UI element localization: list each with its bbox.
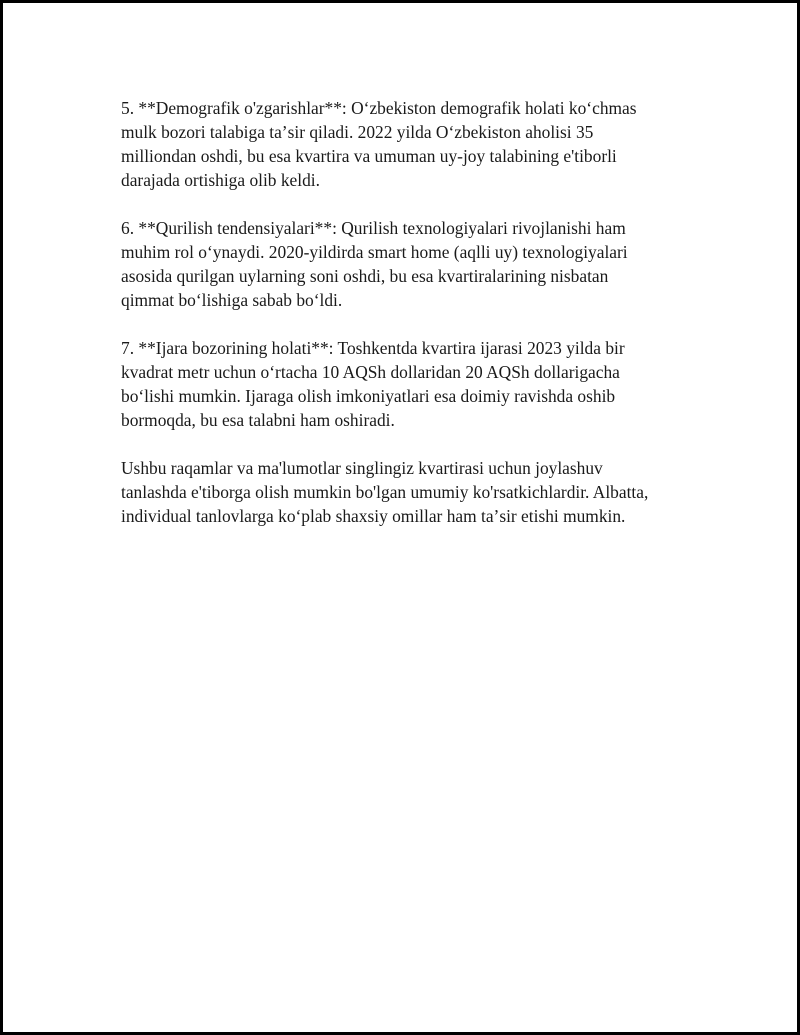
text-line: darajada ortishiga olib keldi. (121, 170, 320, 190)
text-line: boʻlishi mumkin. Ijaraga olish imkoniyatlari esa doimiy ravishda oshib (121, 386, 616, 406)
text-line: asosida qurilgan uylarning soni oshdi, bu esa kvartiralarining nisbatan (121, 266, 609, 286)
text-line: kvadrat metr uchun oʻrtacha 10 AQSh dollaridan 20 AQSh dollarigacha (121, 362, 620, 382)
text-line: milliondan oshdi, bu esa kvartira va umuman uy-joy talabining e'tiborli (121, 146, 617, 166)
text-line: 5. **Demografik o'zgarishlar**: Oʻzbekiston demografik holati koʻchmas (121, 98, 637, 118)
text-line: individual tanlovlarga koʻplab shaxsiy omillar ham taʼsir etishi mumkin. (121, 506, 626, 526)
text-line: bormoqda, bu esa talabni ham oshiradi. (121, 410, 395, 430)
text-line: mulk bozori talabiga taʼsir qiladi. 2022 yilda Oʻzbekiston aholisi 35 (121, 122, 594, 142)
text-line: muhim rol oʻynaydi. 2020-yildirda smart home (aqlli uy) texnologiyalari (121, 242, 628, 262)
text-line: 7. **Ijara bozorining holati**: Toshkentda kvartira ijarasi 2023 yilda bir (121, 338, 625, 358)
paragraph-rental-market (121, 336, 706, 432)
text-line: tanlashda e'tiborga olish mumkin bo'lgan umumiy ko'rsatkichlardir. Albatta, (121, 482, 649, 502)
document-body (121, 96, 706, 552)
paragraph-demographic-changes (121, 96, 706, 192)
text-line: Ushbu raqamlar va ma'lumotlar singlingiz kvartirasi uchun joylashuv (121, 458, 603, 478)
text-line: 6. **Qurilish tendensiyalari**: Qurilish texnologiyalari rivojlanishi ham (121, 218, 626, 238)
text-line: qimmat boʻlishiga sabab boʻldi. (121, 290, 343, 310)
paragraph-conclusion (121, 456, 706, 528)
paragraph-construction-trends (121, 216, 706, 312)
